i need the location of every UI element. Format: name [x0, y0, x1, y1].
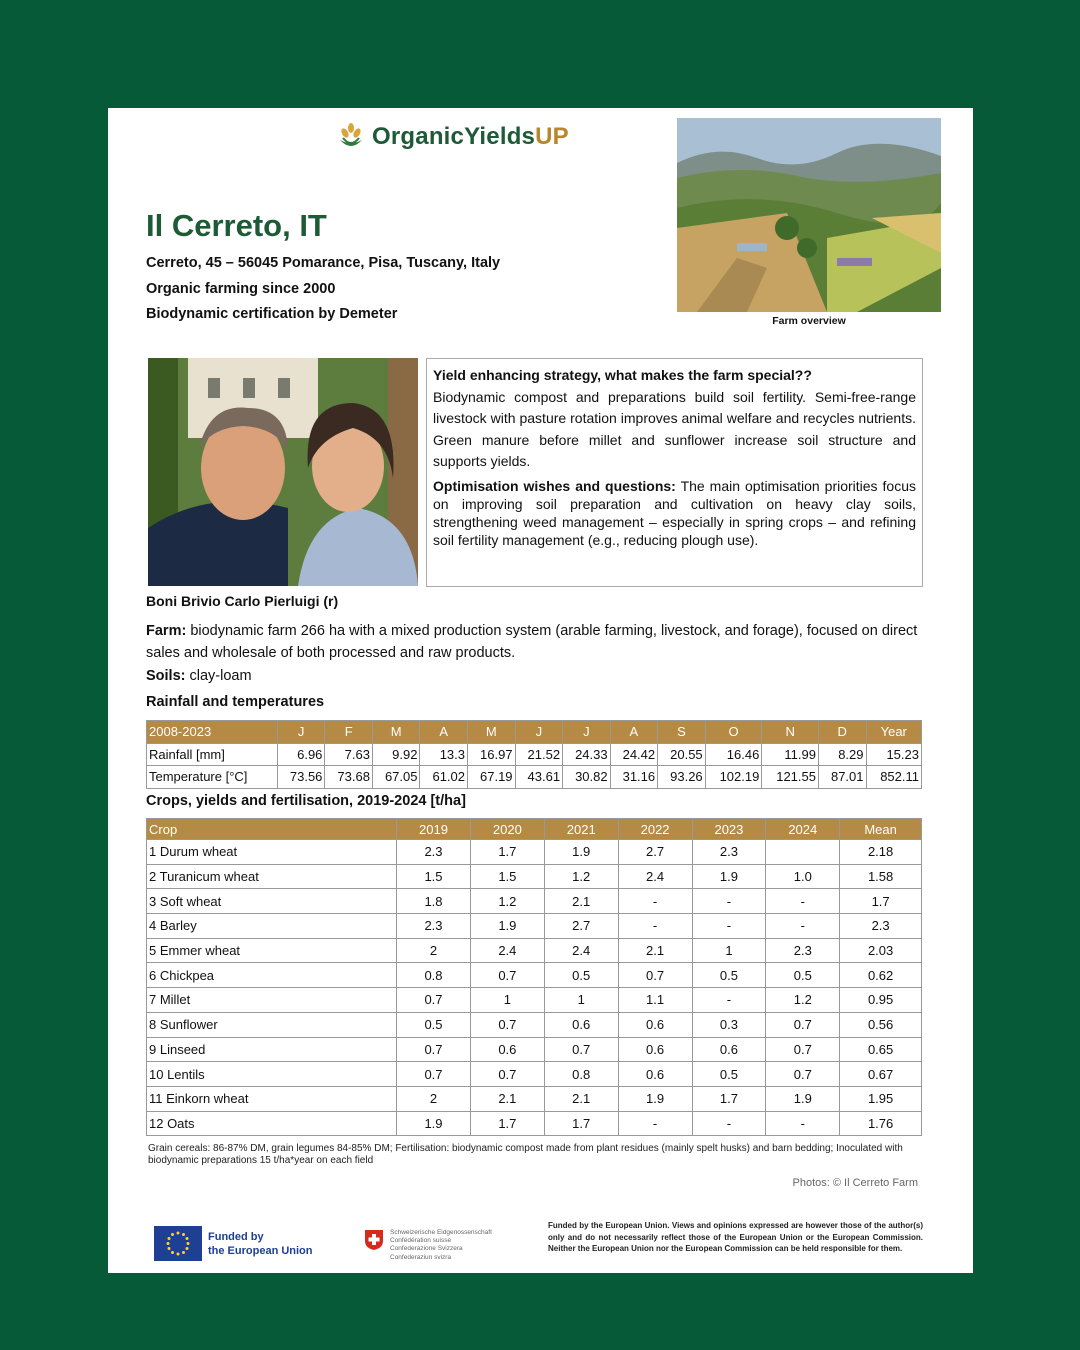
- farm-label: Farm:: [146, 623, 187, 639]
- swiss-confederation-logo: [364, 1229, 492, 1262]
- eu-disclaimer: Funded by the European Union. Views and opinions expressed are however those of the author(s) only and do not necessarily reflect those of the European Union or the European Commission. Neither the European Union nor the European Commission can be held responsible for them.: [548, 1221, 923, 1253]
- crops-table-cell: -: [692, 889, 766, 914]
- crops-table-cell: 1.9: [397, 1111, 471, 1136]
- rain-table-cell: 121.55: [762, 766, 819, 789]
- wheat-logo-icon: [336, 122, 366, 152]
- crops-heading: Crops, yields and fertilisation, 2019-2024 [t/ha]: [146, 793, 466, 809]
- crops-table-header-cell: 2022: [618, 819, 692, 840]
- crops-table-cell: 2.4: [470, 938, 544, 963]
- crops-table-row-label: 5 Emmer wheat: [147, 938, 397, 963]
- crops-table-cell: 2.7: [544, 914, 618, 939]
- crops-table-cell: 1.9: [470, 914, 544, 939]
- crops-table-cell: 1.95: [840, 1086, 922, 1111]
- rain-table-cell: 93.26: [658, 766, 706, 789]
- crops-table-row-label: 11 Einkorn wheat: [147, 1086, 397, 1111]
- wishes-text: The main optimisation priorities focus on improving soil preparation and cultivation on heavy clay soils, strengthening weed management – especially in spring crops – and refining soil fertility management (e.g., reducing plough use).: [433, 477, 916, 549]
- rain-table-header-cell: J: [515, 721, 563, 744]
- crops-table-cell: -: [692, 1111, 766, 1136]
- farm-address: Cerreto, 45 – 56045 Pomarance, Pisa, Tuscany, Italy: [146, 255, 501, 271]
- crops-table-cell: 2.18: [840, 840, 922, 865]
- crops-table-header-row: [147, 819, 922, 840]
- crops-table-cell: 2.3: [766, 938, 840, 963]
- rain-table-header-row: [147, 721, 922, 744]
- crops-table-cell: 1.5: [470, 864, 544, 889]
- crops-table-cell: -: [618, 914, 692, 939]
- crops-table-cell: 0.6: [470, 1037, 544, 1062]
- eu-funding-text: [208, 1230, 313, 1258]
- crops-table-cell: 0.7: [766, 1012, 840, 1037]
- crops-table-header-cell: 2020: [470, 819, 544, 840]
- rain-table-cell: 61.02: [420, 766, 468, 789]
- swiss-line-3: Confederazione Svizzera: [390, 1245, 463, 1253]
- crops-table-cell: 2.1: [470, 1086, 544, 1111]
- crops-table-header-cell: 2019: [397, 819, 471, 840]
- rain-table-body: [147, 743, 922, 788]
- crops-table-row: [147, 1086, 922, 1111]
- eu-line-2: the European Union: [208, 1244, 313, 1257]
- logo-suffix: UP: [535, 123, 569, 150]
- crops-table-cell: 0.6: [618, 1037, 692, 1062]
- crops-yields-table: [146, 818, 922, 1136]
- rain-table-header-cell: 2008-2023: [147, 721, 278, 744]
- crops-table-cell: 1: [544, 988, 618, 1013]
- overview-caption: Farm overview: [772, 315, 846, 327]
- crops-table-cell: 2.1: [618, 938, 692, 963]
- strategy-box: [426, 358, 923, 587]
- strategy-paragraph: [433, 365, 916, 473]
- rain-table-cell: 20.55: [658, 743, 706, 766]
- rain-table-header-cell: A: [420, 721, 468, 744]
- logo-text: [372, 123, 569, 151]
- crops-table-cell: 0.6: [618, 1012, 692, 1037]
- rain-table-cell: 11.99: [762, 743, 819, 766]
- wishes-paragraph: [433, 477, 916, 550]
- rain-table-header-cell: M: [372, 721, 420, 744]
- rain-table-cell: 15.23: [866, 743, 921, 766]
- crops-table-cell: 0.5: [692, 963, 766, 988]
- rain-table-header-cell: S: [658, 721, 706, 744]
- portrait-caption: Boni Brivio Carlo Pierluigi (r): [146, 593, 339, 609]
- farmers-portrait-photo: [148, 358, 418, 586]
- crops-table-cell: [766, 840, 840, 865]
- crops-table-row-label: 8 Sunflower: [147, 1012, 397, 1037]
- wishes-label: Optimisation wishes and questions:: [433, 477, 676, 494]
- crops-table-cell: 0.7: [766, 1062, 840, 1087]
- rain-table-cell: 24.33: [563, 743, 611, 766]
- rain-table-cell: 43.61: [515, 766, 563, 789]
- rain-table-header-cell: N: [762, 721, 819, 744]
- crops-table-cell: 1.7: [840, 889, 922, 914]
- crops-table-header-cell: Mean: [840, 819, 922, 840]
- crops-table-cell: 0.7: [397, 1037, 471, 1062]
- crops-table-cell: 0.65: [840, 1037, 922, 1062]
- crops-table-cell: 1.7: [544, 1111, 618, 1136]
- crops-table-cell: 0.7: [397, 988, 471, 1013]
- crops-table-cell: 0.7: [470, 963, 544, 988]
- certification: Biodynamic certification by Demeter: [146, 306, 398, 322]
- crops-table-cell: 2.7: [618, 840, 692, 865]
- organicyieldsup-logo: [336, 122, 569, 152]
- crops-table-cell: 2.4: [618, 864, 692, 889]
- crops-table-cell: 1.58: [840, 864, 922, 889]
- rain-table-cell: 67.19: [468, 766, 516, 789]
- crops-table-cell: 1.5: [397, 864, 471, 889]
- eu-line-1: Funded by: [208, 1230, 264, 1243]
- table-footnote: Grain cereals: 86-87% DM, grain legumes 84-85% DM; Fertilisation: biodynamic compost made from plant residues (mainly spelt husks) and barn bedding; Inoculated with biodynamic preparations 15 t/ha*year on each field: [148, 1143, 903, 1166]
- crops-table-cell: 1.76: [840, 1111, 922, 1136]
- swiss-line-1: Schweizerische Eidgenossenschaft: [390, 1229, 492, 1236]
- crops-table-cell: 2: [397, 938, 471, 963]
- crops-table-cell: 0.67: [840, 1062, 922, 1087]
- crops-table-cell: 0.8: [544, 1062, 618, 1087]
- farm-description: [146, 621, 936, 664]
- crops-table-cell: 1: [470, 988, 544, 1013]
- rain-table-header-cell: O: [705, 721, 762, 744]
- swiss-text: [390, 1229, 492, 1262]
- crops-table-cell: 0.56: [840, 1012, 922, 1037]
- crops-table-cell: 0.5: [397, 1012, 471, 1037]
- rain-table-header-cell: J: [277, 721, 325, 744]
- crops-table-row: [147, 938, 922, 963]
- farm-text: biodynamic farm 266 ha with a mixed production system (arable farming, livestock, and forage), focused on direct sales and wholesale of both processed and raw products.: [146, 623, 918, 661]
- rain-table-cell: 73.56: [277, 766, 325, 789]
- crops-table-cell: 0.3: [692, 1012, 766, 1037]
- soils-description: [146, 668, 252, 684]
- crops-table-cell: 1.2: [470, 889, 544, 914]
- rain-table-cell: 16.97: [468, 743, 516, 766]
- crops-table-cell: 0.5: [692, 1062, 766, 1087]
- crops-table-row-label: 4 Barley: [147, 914, 397, 939]
- crops-table-row-label: 10 Lentils: [147, 1062, 397, 1087]
- crops-table-cell: 2: [397, 1086, 471, 1111]
- crops-table-row-label: 3 Soft wheat: [147, 889, 397, 914]
- crops-table-body: [147, 840, 922, 1136]
- crops-table-cell: -: [766, 1111, 840, 1136]
- rain-table-cell: 6.96: [277, 743, 325, 766]
- crops-table-header-cell: 2021: [544, 819, 618, 840]
- crops-table-cell: 1.2: [544, 864, 618, 889]
- crops-table-row-label: 2 Turanicum wheat: [147, 864, 397, 889]
- farm-overview-photo: [677, 118, 941, 312]
- crops-table-header-cell: 2024: [766, 819, 840, 840]
- crops-table-header-cell: 2023: [692, 819, 766, 840]
- soils-label: Soils:: [146, 668, 186, 684]
- crops-table-row: [147, 1012, 922, 1037]
- crops-table-cell: 0.5: [766, 963, 840, 988]
- crops-table-cell: 1.7: [692, 1086, 766, 1111]
- crops-table-cell: 1.8: [397, 889, 471, 914]
- rainfall-temperature-table: [146, 720, 922, 789]
- crops-table-row: [147, 1062, 922, 1087]
- crops-table-row: [147, 914, 922, 939]
- crops-table-cell: 2.03: [840, 938, 922, 963]
- crops-table-cell: 1.2: [766, 988, 840, 1013]
- crops-table-row-label: 1 Durum wheat: [147, 840, 397, 865]
- rain-table-cell: 102.19: [705, 766, 762, 789]
- crops-table-row-label: 7 Millet: [147, 988, 397, 1013]
- swiss-shield-icon: [364, 1229, 384, 1251]
- strategy-heading: Yield enhancing strategy, what makes the farm special??: [433, 367, 812, 383]
- photos-credit: Photos: © Il Cerreto Farm: [792, 1177, 918, 1189]
- rain-table-cell: 16.46: [705, 743, 762, 766]
- rain-table-header-cell: A: [610, 721, 658, 744]
- rain-table-row: [147, 743, 922, 766]
- organic-since: Organic farming since 2000: [146, 281, 336, 297]
- crops-table-row-label: 6 Chickpea: [147, 963, 397, 988]
- rain-table-header-cell: D: [818, 721, 866, 744]
- crops-table-cell: 0.7: [397, 1062, 471, 1087]
- crops-table-cell: 0.6: [544, 1012, 618, 1037]
- rain-table-row-label: Rainfall [mm]: [147, 743, 278, 766]
- rain-table-cell: 9.92: [372, 743, 420, 766]
- crops-table-cell: 2.3: [397, 840, 471, 865]
- crops-table-row: [147, 864, 922, 889]
- crops-table-cell: 2.1: [544, 889, 618, 914]
- crops-table-cell: -: [692, 914, 766, 939]
- fact-sheet: [108, 108, 973, 1273]
- crops-table-cell: -: [692, 988, 766, 1013]
- rain-table-header-cell: F: [325, 721, 373, 744]
- rain-table-cell: 852.11: [866, 766, 921, 789]
- crops-table-cell: -: [766, 914, 840, 939]
- strategy-text: Biodynamic compost and preparations build soil fertility. Semi-free-range livestock with pasture rotation improves animal welfare and recycles nutrients. Green manure before millet and sunflower increase soil structure and supports yields.: [433, 388, 916, 469]
- eu-flag-icon: [154, 1226, 202, 1261]
- rain-table-cell: 31.16: [610, 766, 658, 789]
- rain-table-cell: 73.68: [325, 766, 373, 789]
- rain-table-cell: 13.3: [420, 743, 468, 766]
- crops-table-cell: 1.1: [618, 988, 692, 1013]
- eu-funding-logo: [154, 1226, 313, 1261]
- rain-table-cell: 7.63: [325, 743, 373, 766]
- swiss-line-2: Confédération suisse: [390, 1237, 452, 1245]
- crops-table-cell: 0.6: [618, 1062, 692, 1087]
- crops-table-cell: 1.9: [692, 864, 766, 889]
- page-title: Il Cerreto, IT: [146, 208, 327, 243]
- crops-table-cell: 2.3: [397, 914, 471, 939]
- crops-table-cell: 1.9: [618, 1086, 692, 1111]
- crops-table-cell: 2.3: [840, 914, 922, 939]
- rain-table-header-cell: Year: [866, 721, 921, 744]
- crops-table-cell: 1: [692, 938, 766, 963]
- rain-table-header-cell: J: [563, 721, 611, 744]
- crops-table-cell: 0.7: [766, 1037, 840, 1062]
- crops-table-cell: 1.0: [766, 864, 840, 889]
- crops-table-cell: 0.7: [470, 1062, 544, 1087]
- crops-table-cell: 2.4: [544, 938, 618, 963]
- crops-table-cell: 0.7: [618, 963, 692, 988]
- crops-table-cell: 1.9: [766, 1086, 840, 1111]
- rain-table-cell: 87.01: [818, 766, 866, 789]
- crops-table-cell: -: [618, 889, 692, 914]
- rain-table-cell: 67.05: [372, 766, 420, 789]
- crops-table-row: [147, 1111, 922, 1136]
- soils-text: clay-loam: [185, 668, 252, 684]
- rain-table-cell: 30.82: [563, 766, 611, 789]
- rain-table-cell: 24.42: [610, 743, 658, 766]
- rain-table-cell: 21.52: [515, 743, 563, 766]
- crops-table-cell: 0.95: [840, 988, 922, 1013]
- rain-table-row-label: Temperature [°C]: [147, 766, 278, 789]
- crops-table-cell: -: [766, 889, 840, 914]
- crops-table-row-label: 9 Linseed: [147, 1037, 397, 1062]
- crops-table-header-cell: Crop: [147, 819, 397, 840]
- crops-table-row: [147, 840, 922, 865]
- crops-table-cell: 0.6: [692, 1037, 766, 1062]
- crops-table-row: [147, 963, 922, 988]
- crops-table-row-label: 12 Oats: [147, 1111, 397, 1136]
- crops-table-row: [147, 1037, 922, 1062]
- rain-table-cell: 8.29: [818, 743, 866, 766]
- crops-table-cell: 2.3: [692, 840, 766, 865]
- logo-brand: OrganicYields: [372, 123, 536, 150]
- crops-table-cell: 0.5: [544, 963, 618, 988]
- crops-table-cell: -: [618, 1111, 692, 1136]
- crops-table-cell: 2.1: [544, 1086, 618, 1111]
- crops-table-row: [147, 889, 922, 914]
- swiss-line-4: Confederaziun svizra: [390, 1253, 452, 1261]
- crops-table-cell: 0.7: [470, 1012, 544, 1037]
- crops-table-row: [147, 988, 922, 1013]
- crops-table-cell: 1.7: [470, 1111, 544, 1136]
- crops-table-cell: 1.7: [470, 840, 544, 865]
- crops-table-cell: 1.9: [544, 840, 618, 865]
- rain-table-header-cell: M: [468, 721, 516, 744]
- crops-table-cell: 0.8: [397, 963, 471, 988]
- crops-table-cell: 0.62: [840, 963, 922, 988]
- crops-table-cell: 0.7: [544, 1037, 618, 1062]
- rain-table-row: [147, 766, 922, 789]
- rainfall-heading: Rainfall and temperatures: [146, 694, 325, 710]
